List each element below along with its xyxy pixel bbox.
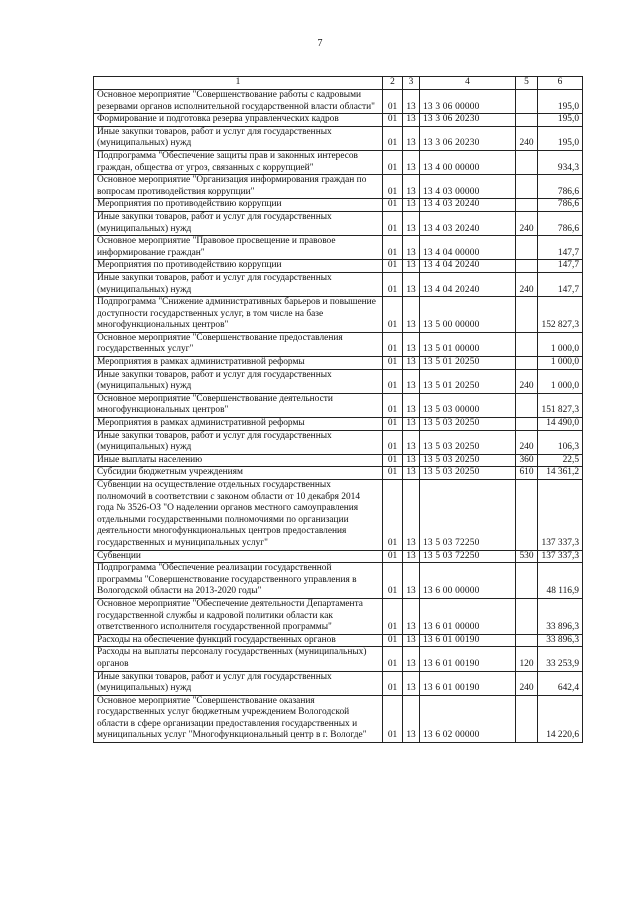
header-cell-1: 1 <box>94 77 383 90</box>
row-target-article: 13 6 00 00000 <box>420 563 516 599</box>
row-name: Расходы на выплаты персоналу государственных (муниципальных) органов <box>94 647 383 671</box>
row-section: 01 <box>383 454 403 467</box>
row-section: 01 <box>383 90 403 114</box>
row-name: Иные закупки товаров, работ и услуг для государственных (муниципальных) нужд <box>94 126 383 150</box>
row-section: 01 <box>383 480 403 551</box>
row-amount: 147,7 <box>538 260 583 273</box>
row-subsection: 13 <box>403 332 420 356</box>
row-subsection: 13 <box>403 671 420 695</box>
row-subsection: 13 <box>403 480 420 551</box>
table-row <box>94 598 583 634</box>
row-subsection: 13 <box>403 393 420 417</box>
table-row <box>94 418 583 431</box>
row-section: 01 <box>383 175 403 199</box>
row-amount: 642,4 <box>538 671 583 695</box>
table-row <box>94 647 583 671</box>
header-cell-4: 4 <box>420 77 516 90</box>
row-amount: 152 827,3 <box>538 297 583 333</box>
row-subsection: 13 <box>403 211 420 235</box>
row-name: Подпрограмма "Снижение административных барьеров и повышение доступности государственных услуг, в том числе на базе многофункциональных центров" <box>94 297 383 333</box>
row-target-article: 13 5 01 00000 <box>420 332 516 356</box>
row-section: 01 <box>383 236 403 260</box>
row-section: 01 <box>383 126 403 150</box>
row-expense-type <box>516 634 538 647</box>
row-target-article: 13 5 03 72250 <box>420 480 516 551</box>
table-row <box>94 369 583 393</box>
row-subsection: 13 <box>403 150 420 174</box>
row-name: Основное мероприятие "Правовое просвещение и правовое информирование граждан" <box>94 236 383 260</box>
table-row <box>94 332 583 356</box>
row-target-article: 13 5 03 72250 <box>420 550 516 563</box>
row-target-article: 13 5 01 20250 <box>420 369 516 393</box>
row-target-article: 13 5 03 00000 <box>420 393 516 417</box>
table-row <box>94 695 583 742</box>
row-name: Основное мероприятие "Обеспечение деятельности Департамента государственной службы и кадровой политики области как ответственного исполнителя государственной программы" <box>94 598 383 634</box>
row-amount: 786,6 <box>538 175 583 199</box>
page-number: 7 <box>317 38 323 49</box>
row-target-article: 13 5 03 20250 <box>420 418 516 431</box>
budget-table <box>93 76 583 743</box>
row-amount: 195,0 <box>538 126 583 150</box>
row-section: 01 <box>383 647 403 671</box>
row-expense-type: 530 <box>516 550 538 563</box>
row-target-article: 13 5 03 20250 <box>420 467 516 480</box>
row-subsection: 13 <box>403 236 420 260</box>
row-section: 01 <box>383 598 403 634</box>
row-expense-type <box>516 480 538 551</box>
row-amount: 137 337,3 <box>538 480 583 551</box>
header-cell-6: 6 <box>538 77 583 90</box>
row-amount: 1 000,0 <box>538 332 583 356</box>
row-expense-type <box>516 563 538 599</box>
row-amount: 33 253,9 <box>538 647 583 671</box>
table-row <box>94 272 583 296</box>
table-body <box>94 90 583 743</box>
row-section: 01 <box>383 430 403 454</box>
row-name: Основное мероприятие "Совершенствование работы с кадровыми резервами органов исполнительной государственной власти области" <box>94 90 383 114</box>
table-row <box>94 114 583 127</box>
row-subsection: 13 <box>403 357 420 370</box>
row-expense-type <box>516 114 538 127</box>
row-section: 01 <box>383 211 403 235</box>
row-expense-type <box>516 297 538 333</box>
row-target-article: 13 6 01 00000 <box>420 598 516 634</box>
row-name: Основное мероприятие "Организация информирования граждан по вопросам противодействия коррупции" <box>94 175 383 199</box>
row-section: 01 <box>383 634 403 647</box>
row-section: 01 <box>383 297 403 333</box>
row-subsection: 13 <box>403 260 420 273</box>
row-name: Иные выплаты населению <box>94 454 383 467</box>
row-section: 01 <box>383 260 403 273</box>
table-row <box>94 126 583 150</box>
row-section: 01 <box>383 114 403 127</box>
row-expense-type: 240 <box>516 430 538 454</box>
row-section: 01 <box>383 272 403 296</box>
row-expense-type: 240 <box>516 211 538 235</box>
row-name: Субсидии бюджетным учреждениям <box>94 467 383 480</box>
row-section: 01 <box>383 393 403 417</box>
row-expense-type: 240 <box>516 671 538 695</box>
row-expense-type: 240 <box>516 126 538 150</box>
row-name: Формирование и подготовка резерва управленческих кадров <box>94 114 383 127</box>
row-subsection: 13 <box>403 563 420 599</box>
row-name: Подпрограмма "Обеспечение реализации государственной программы "Совершенствование государственного управления в Вологодской области на 2013-2020 годы" <box>94 563 383 599</box>
row-target-article: 13 4 03 20240 <box>420 199 516 212</box>
row-name: Подпрограмма "Обеспечение защиты прав и законных интересов граждан, общества от угроз, связанных с коррупцией" <box>94 150 383 174</box>
row-name: Мероприятия по противодействию коррупции <box>94 260 383 273</box>
table-row <box>94 393 583 417</box>
row-name: Основное мероприятие "Совершенствование предоставления государственных услуг" <box>94 332 383 356</box>
row-target-article: 13 3 06 00000 <box>420 90 516 114</box>
row-expense-type <box>516 236 538 260</box>
row-name: Иные закупки товаров, работ и услуг для государственных (муниципальных) нужд <box>94 671 383 695</box>
row-subsection: 13 <box>403 430 420 454</box>
row-expense-type <box>516 418 538 431</box>
table-row <box>94 563 583 599</box>
row-name: Иные закупки товаров, работ и услуг для государственных (муниципальных) нужд <box>94 369 383 393</box>
row-subsection: 13 <box>403 297 420 333</box>
row-target-article: 13 3 06 20230 <box>420 114 516 127</box>
row-expense-type: 120 <box>516 647 538 671</box>
row-amount: 195,0 <box>538 90 583 114</box>
row-amount: 14 490,0 <box>538 418 583 431</box>
table-row <box>94 297 583 333</box>
row-subsection: 13 <box>403 199 420 212</box>
row-amount: 137 337,3 <box>538 550 583 563</box>
row-subsection: 13 <box>403 369 420 393</box>
row-expense-type <box>516 695 538 742</box>
row-target-article: 13 5 00 00000 <box>420 297 516 333</box>
row-name: Иные закупки товаров, работ и услуг для государственных (муниципальных) нужд <box>94 211 383 235</box>
table-row <box>94 671 583 695</box>
row-expense-type <box>516 393 538 417</box>
row-amount: 48 116,9 <box>538 563 583 599</box>
row-amount: 151 827,3 <box>538 393 583 417</box>
row-target-article: 13 6 01 00190 <box>420 647 516 671</box>
row-subsection: 13 <box>403 598 420 634</box>
header-cell-5: 5 <box>516 77 538 90</box>
row-name: Иные закупки товаров, работ и услуг для государственных (муниципальных) нужд <box>94 430 383 454</box>
table-row <box>94 90 583 114</box>
header-cell-2: 2 <box>383 77 403 90</box>
table-row <box>94 199 583 212</box>
row-target-article: 13 4 04 20240 <box>420 272 516 296</box>
row-amount: 934,3 <box>538 150 583 174</box>
row-subsection: 13 <box>403 467 420 480</box>
row-subsection: 13 <box>403 647 420 671</box>
row-amount: 1 000,0 <box>538 369 583 393</box>
row-section: 01 <box>383 671 403 695</box>
row-amount: 1 000,0 <box>538 357 583 370</box>
row-expense-type <box>516 175 538 199</box>
row-expense-type <box>516 150 538 174</box>
row-amount: 14 361,2 <box>538 467 583 480</box>
row-subsection: 13 <box>403 272 420 296</box>
row-amount: 147,7 <box>538 272 583 296</box>
table-row <box>94 236 583 260</box>
table-row <box>94 634 583 647</box>
row-subsection: 13 <box>403 90 420 114</box>
row-section: 01 <box>383 695 403 742</box>
row-section: 01 <box>383 332 403 356</box>
row-amount: 786,6 <box>538 211 583 235</box>
row-target-article: 13 6 01 00190 <box>420 671 516 695</box>
row-target-article: 13 4 03 20240 <box>420 211 516 235</box>
row-section: 01 <box>383 467 403 480</box>
row-expense-type: 360 <box>516 454 538 467</box>
row-target-article: 13 6 02 00000 <box>420 695 516 742</box>
row-target-article: 13 4 00 00000 <box>420 150 516 174</box>
table-row <box>94 211 583 235</box>
row-expense-type <box>516 598 538 634</box>
row-expense-type <box>516 357 538 370</box>
row-target-article: 13 5 03 20250 <box>420 454 516 467</box>
row-name: Основное мероприятие "Совершенствование деятельности многофункциональных центров" <box>94 393 383 417</box>
row-expense-type <box>516 332 538 356</box>
row-target-article: 13 6 01 00190 <box>420 634 516 647</box>
row-subsection: 13 <box>403 695 420 742</box>
table-row <box>94 480 583 551</box>
row-expense-type: 610 <box>516 467 538 480</box>
row-name: Основное мероприятие "Совершенствование оказания государственных услуг бюджетным учреждением Вологодской области в сфере организации предоставления государственных и муниципальных услуг "Многофункциональный центр в г. Вологде" <box>94 695 383 742</box>
row-section: 01 <box>383 563 403 599</box>
table-row <box>94 357 583 370</box>
table-row <box>94 550 583 563</box>
row-name: Иные закупки товаров, работ и услуг для государственных (муниципальных) нужд <box>94 272 383 296</box>
row-name: Субвенции на осуществление отдельных государственных полномочий в соответствии с законом области от 10 декабря 2014 года № 3526-ОЗ "О наделении органов местного самоуправления отдельными государственными полномочиями по организации деятельности многофункциональных центров предоставления государственных и муниципальных услуг" <box>94 480 383 551</box>
row-section: 01 <box>383 199 403 212</box>
row-section: 01 <box>383 418 403 431</box>
row-subsection: 13 <box>403 550 420 563</box>
row-expense-type: 240 <box>516 272 538 296</box>
row-subsection: 13 <box>403 175 420 199</box>
row-section: 01 <box>383 357 403 370</box>
row-name: Мероприятия в рамках административной реформы <box>94 418 383 431</box>
header-row <box>94 77 583 90</box>
row-target-article: 13 4 03 00000 <box>420 175 516 199</box>
row-target-article: 13 3 06 20230 <box>420 126 516 150</box>
row-amount: 33 896,3 <box>538 598 583 634</box>
row-target-article: 13 4 04 00000 <box>420 236 516 260</box>
row-target-article: 13 4 04 20240 <box>420 260 516 273</box>
row-amount: 786,6 <box>538 199 583 212</box>
row-subsection: 13 <box>403 114 420 127</box>
table-row <box>94 260 583 273</box>
row-target-article: 13 5 03 20250 <box>420 430 516 454</box>
row-amount: 14 220,6 <box>538 695 583 742</box>
row-amount: 195,0 <box>538 114 583 127</box>
row-expense-type <box>516 260 538 273</box>
row-amount: 22,5 <box>538 454 583 467</box>
table-row <box>94 150 583 174</box>
header-cell-3: 3 <box>403 77 420 90</box>
row-subsection: 13 <box>403 418 420 431</box>
row-expense-type <box>516 90 538 114</box>
row-expense-type: 240 <box>516 369 538 393</box>
row-amount: 106,3 <box>538 430 583 454</box>
row-section: 01 <box>383 150 403 174</box>
row-amount: 147,7 <box>538 236 583 260</box>
row-section: 01 <box>383 550 403 563</box>
row-name: Мероприятия в рамках административной реформы <box>94 357 383 370</box>
row-amount: 33 896,3 <box>538 634 583 647</box>
table-row <box>94 175 583 199</box>
row-subsection: 13 <box>403 454 420 467</box>
row-target-article: 13 5 01 20250 <box>420 357 516 370</box>
row-subsection: 13 <box>403 634 420 647</box>
table-row <box>94 430 583 454</box>
row-name: Мероприятия по противодействию коррупции <box>94 199 383 212</box>
row-expense-type <box>516 199 538 212</box>
row-name: Субвенции <box>94 550 383 563</box>
row-section: 01 <box>383 369 403 393</box>
row-subsection: 13 <box>403 126 420 150</box>
table-row <box>94 454 583 467</box>
row-name: Расходы на обеспечение функций государственных органов <box>94 634 383 647</box>
table-row <box>94 467 583 480</box>
